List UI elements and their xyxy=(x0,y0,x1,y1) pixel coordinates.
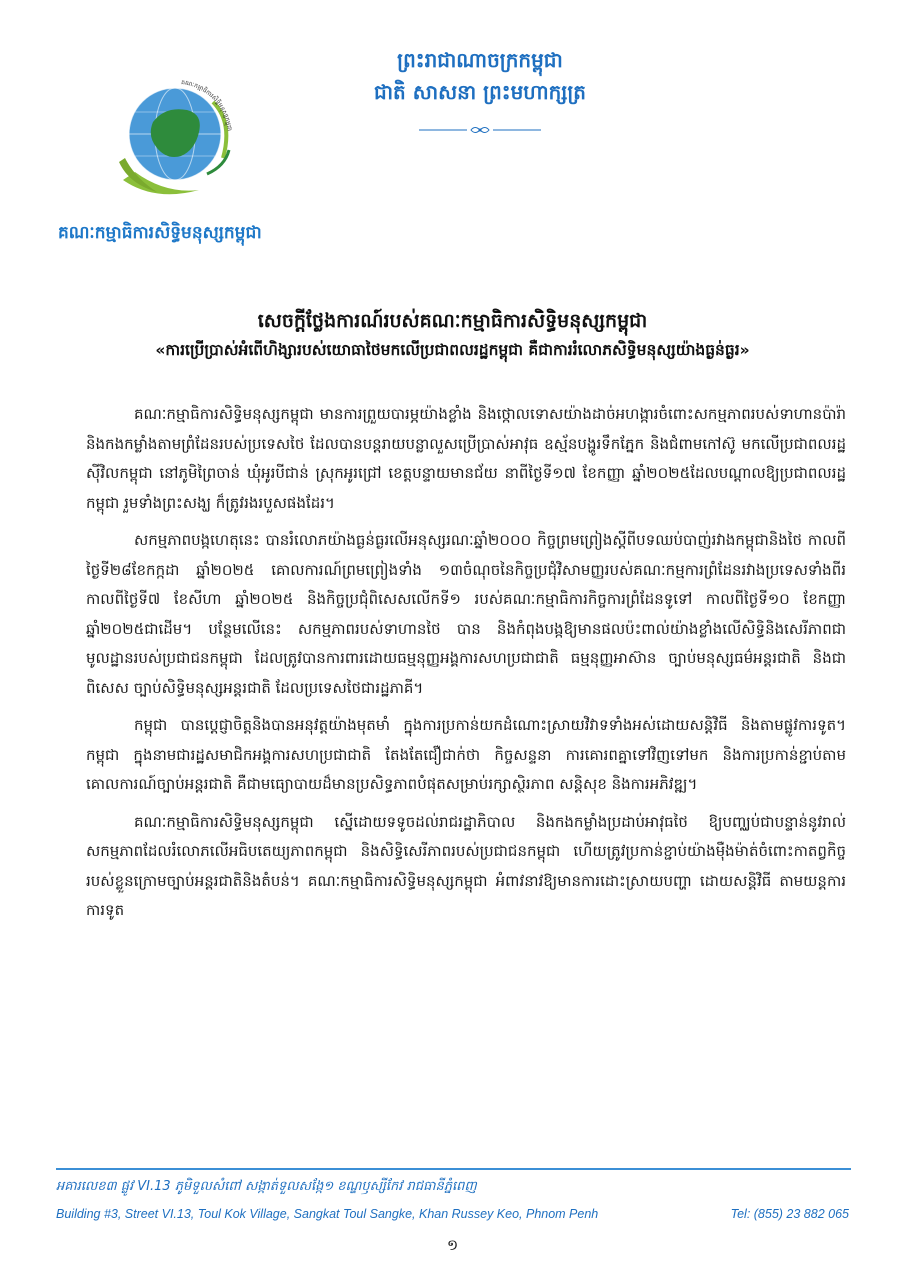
national-motto xyxy=(300,44,660,108)
paragraph-3: កម្ពុជា បានប្តេជ្ញាចិត្តនិងបានអនុវត្តយ៉ាងមុតមាំ ក្នុងការប្រកាន់យកដំណោះស្រាយវិវាទទាំងអស់ដោយសន្តិវិធី និងតាមផ្លូវការទូត។ កម្ពុជា ក្នុងនាមជារដ្ឋសមាជិកអង្គការសហប្រជាជាតិ តែងតែជឿជាក់ថា កិច្ចសន្ទនា ការគោរពគ្នាទៅវិញទៅមក និងការប្រកាន់ខ្ជាប់តាមគោលការណ៍ច្បាប់អន្តរជាតិ គឺជាមធ្យោបាយដ៏មានប្រសិទ្ធភាពបំផុតសម្រាប់រក្សាស្ថិរភាព សន្តិសុខ និងការអភិវឌ្ឍ។ xyxy=(86,716,846,793)
nation-religion-king: ជាតិ សាសនា ព្រះមហាក្សត្រ xyxy=(374,80,586,104)
title-sub: «ការប្រើប្រាស់អំពើហិង្សារបស់យោធាថៃមកលើប្រជាពលរដ្ឋកម្ពុជា គឺជាការរំលោភសិទ្ធិមនុស្សយ៉ាងធ្ងន់ធ្ងរ» xyxy=(155,341,750,359)
committee-logo xyxy=(95,62,245,212)
page-number: ១ xyxy=(446,1236,459,1254)
paragraph-4: គណៈកម្មាធិការសិទ្ធិមនុស្សកម្ពុជា ស្នើដោយទទូចដល់រាជរដ្ឋាភិបាល និងកងកម្លាំងប្រដាប់អាវុធថៃ ឱ្យបញ្ឈប់ជាបន្ទាន់នូវរាល់សកម្មភាពដែលរំលោភលើអធិបតេយ្យភាពកម្ពុជា និងសិទ្ធិសេរីភាពរបស់ប្រជាជនកម្ពុជា ហើយត្រូវប្រកាន់ខ្ជាប់យ៉ាងម៉ឺងម៉ាត់ចំពោះកាតព្វកិច្ចរបស់ខ្លួនក្រោមច្បាប់អន្តរជាតិនិងតំបន់។ គណៈកម្មាធិការសិទ្ធិមនុស្សកម្ពុជា អំពាវនាវឱ្យមានការដោះស្រាយបញ្ហា ដោយសន្តិវិធី តាមយន្តការការទូត xyxy=(86,812,846,919)
footer-divider xyxy=(56,1168,851,1170)
footer-address-english: Building #3, Street VI.13, Toul Kok Village, Sangkat Toul Sangke, Khan Russey Keo, Phnom Penh xyxy=(56,1207,599,1221)
paragraph-2: សកម្មភាពបង្កហេតុនេះ បានរំលោភយ៉ាងធ្ងន់ធ្ងរលើអនុស្សរណៈឆ្នាំ២០០០ កិច្ចព្រមព្រៀងស្តីពីបទឈប់បាញ់រវាងកម្ពុជានិងថៃ កាលពីថ្ងៃទី២៨ខែកក្កដា ឆ្នាំ២០២៥ គោលការណ៍ព្រមព្រៀងទាំង ១៣ចំណុចនៃកិច្ចប្រជុំវិសាមញ្ញរបស់គណៈកម្មការព្រំដែនរវាងប្រទេសទាំងពីរ កាលពីថ្ងៃទី៧ ខែសីហា ឆ្នាំ២០២៥ និងកិច្ចប្រជុំពិសេសលើកទី១ របស់គណៈកម្មាធិការកិច្ចការព្រំដែនទូទៅ កាលពីថ្ងៃទី១០ ខែកញ្ញា ឆ្នាំ២០២៥ជាដើម។ បន្ថែមលើនេះ សកម្មភាពរបស់ទាហានថៃ បាន និងកំពុងបង្កឱ្យមានផលប៉ះពាល់យ៉ាងខ្លាំងលើសិទ្ធិនិងសេរីភាពជាមូលដ្ឋានរបស់ប្រជាជនកម្ពុជា ដែលត្រូវបានការពារដោយធម្មនុញ្ញអង្គការសហប្រជាជាតិ ធម្មនុញ្ញអាស៊ាន ច្បាប់មនុស្សធម៌អន្តរជាតិ និងជាពិសេស ច្បាប់សិទ្ធិមនុស្សអន្តរជាតិ ដែលប្រទេសថៃជារដ្ឋភាគី។ xyxy=(86,531,846,697)
organization-name: គណៈកម្មាធិការសិទ្ធិមនុស្សកម្ពុជា xyxy=(58,223,262,243)
statement-title xyxy=(40,306,865,364)
kingdom-name: ព្រះរាជាណាចក្រកម្ពុជា xyxy=(397,48,563,72)
footer-telephone: Tel: (855) 23 882 065 xyxy=(730,1207,849,1221)
divider-ornament-icon xyxy=(415,124,545,136)
statement-body xyxy=(86,400,846,934)
footer-address-khmer: អគារលេខ៣ ផ្លូវ VI.13 ភូមិទួលសំពៅ សង្កាត់ទួលសង្កែ១ ខណ្ឌឫស្សីកែវ រាជធានីភ្នំពេញ xyxy=(56,1179,477,1194)
title-main: សេចក្តីថ្លែងការណ៍របស់គណៈកម្មាធិការសិទ្ធិមនុស្សកម្ពុជា xyxy=(257,310,648,332)
logo-ring-text: គណៈកម្មាធិការសិទ្ធិមនុស្សកម្ពុជា xyxy=(180,79,233,132)
paragraph-1: គណៈកម្មាធិការសិទ្ធិមនុស្សកម្ពុជា មានការព្រួយបារម្ភយ៉ាងខ្លាំង និងថ្កោលទោសយ៉ាងដាច់អហង្ការចំពោះសកម្មភាពរបស់ទាហានប៉ារ៉ា និងកងកម្លាំងតាមព្រំដែនរបស់ប្រទេសថៃ ដែលបានបន្តរាយបន្លាលួសប្រើប្រាស់អាវុធ ឧស្ម័នបង្ហូរទឹកភ្នែក និងជំពាមកៅស៊ូ មកលើប្រជាពលរដ្ឋស៊ីវិលកម្ពុជា នៅភូមិព្រៃចាន់ ឃុំអូរបីជាន់ ស្រុកអូរជ្រៅ ខេត្តបន្ទាយមានជ័យ នាពីថ្ងៃទី១៧ ខែកញ្ញា ឆ្នាំ២០២៥ដែលបណ្តាលឱ្យប្រជាពលរដ្ឋកម្ពុជា រួមទាំងព្រះសង្ឃ ក៏ត្រូវរងរបួសផងដែរ។ xyxy=(86,405,846,512)
